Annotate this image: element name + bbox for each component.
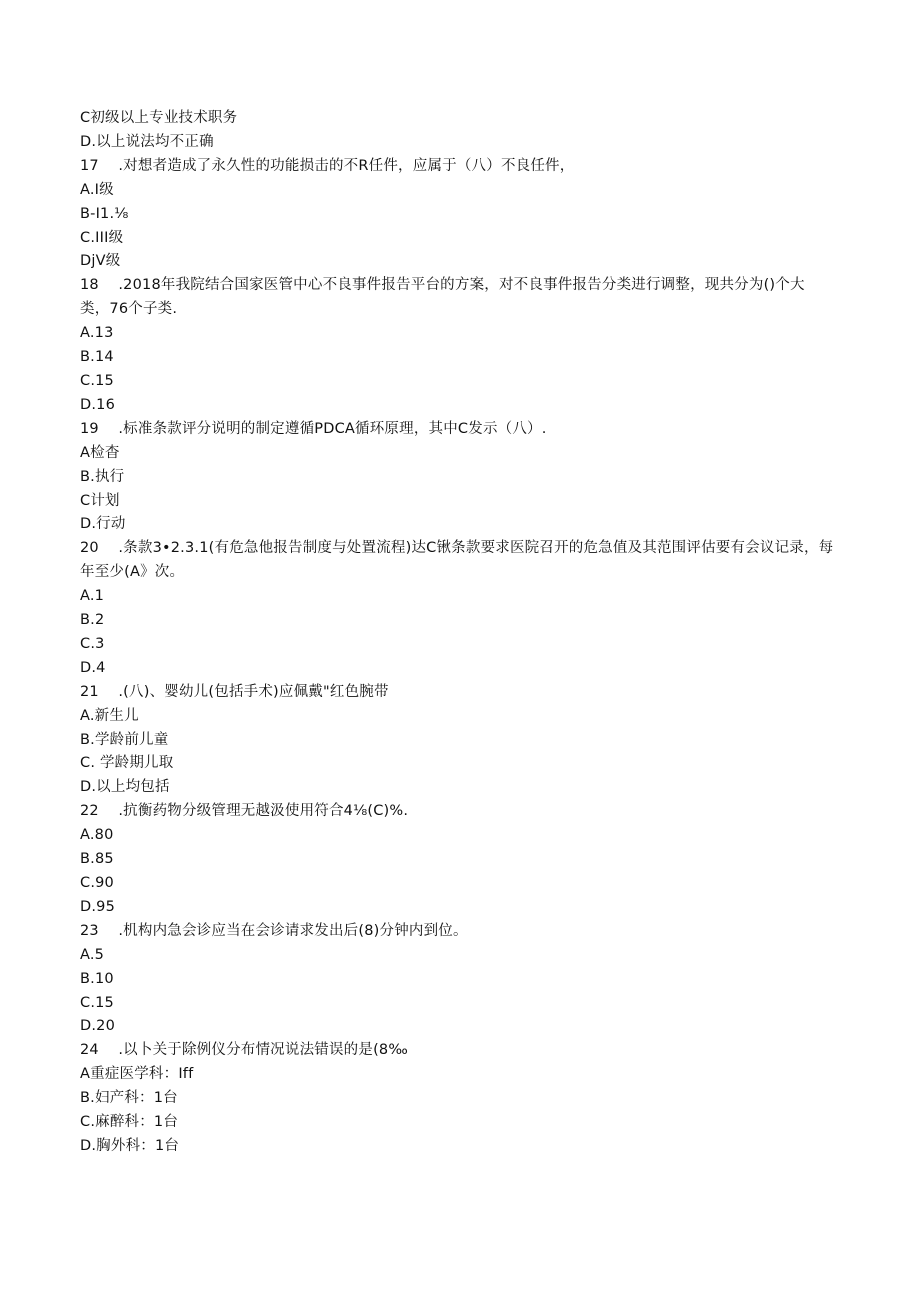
option-line: D.行动: [80, 516, 126, 533]
question-17: 17 .对想者造成了永久性的功能损击的不R任件，应属于（八）不良任件，: [80, 157, 575, 174]
option-line: DjV级: [80, 253, 121, 270]
option-line: A重症医学科：Iff: [80, 1066, 194, 1083]
document-body: [80, 107, 850, 1159]
option-line: A.新生儿: [80, 707, 139, 724]
option-line: B.学龄前儿童: [80, 731, 169, 748]
option-line: C.麻醉科：1台: [80, 1114, 179, 1131]
text-line: D.以上说法均不正确: [80, 133, 214, 150]
option-line: A.I级: [80, 181, 114, 198]
option-line: B.2: [80, 612, 105, 629]
question-18: 18 .2018年我院结合国家医管中心不良事件报告平台的方案，对不良事件报告分类进行调整，现共分为()个大: [80, 277, 805, 294]
option-line: A检杳: [80, 444, 120, 461]
option-line: C.15: [80, 994, 114, 1011]
option-line: D.以上均包括: [80, 779, 170, 796]
option-line: B.执行: [80, 468, 125, 485]
question-20-continued: 年至少(A》次。: [80, 564, 185, 581]
option-line: B.14: [80, 349, 114, 366]
question-20: 20 .条款3•2.3.1(有危急他报告制度与处置流程)达C锹条款要求医院召开的危急值及其范围评估要有会议记录，每: [80, 540, 834, 557]
option-line: B-I1.⅛: [80, 205, 129, 222]
question-24: 24 .以卜关于除例仪分布情况说法错误的是(8‰: [80, 1042, 409, 1059]
option-line: C. 学龄期儿取: [80, 755, 174, 772]
option-line: D.4: [80, 659, 106, 676]
question-19: 19 .标准条款评分说明的制定遵循PDCA循环原理，其中C发示（八）.: [80, 420, 547, 437]
question-23: 23 .机构内急会诊应当在会诊请求发出后(8)分钟内到位。: [80, 922, 468, 939]
option-line: C.3: [80, 635, 105, 652]
option-line: B.妇产科：1台: [80, 1090, 178, 1107]
text-line: C初级以上专业技术职务: [80, 110, 238, 126]
option-line: A.1: [80, 588, 105, 605]
option-line: A.5: [80, 946, 105, 963]
option-line: A.80: [80, 827, 114, 844]
question-22: 22 .抗衡药物分级管理无越汲使用符合4⅛(C)%.: [80, 803, 409, 820]
option-line: D.胸外科：1台: [80, 1137, 180, 1154]
option-line: C.15: [80, 372, 114, 389]
option-line: C计划: [80, 492, 120, 509]
option-line: B.85: [80, 851, 114, 868]
option-line: D.20: [80, 1018, 116, 1035]
option-line: C.III级: [80, 229, 124, 246]
option-line: C.90: [80, 875, 114, 891]
option-line: D.95: [80, 898, 116, 915]
option-line: B.10: [80, 970, 114, 987]
question-21: 21 .(八)、婴幼儿(包括手术)应佩戴"红色腕带: [80, 683, 389, 700]
question-18-continued: 类，76个子类.: [80, 301, 178, 318]
option-line: D.16: [80, 396, 116, 413]
option-line: A.13: [80, 325, 114, 342]
